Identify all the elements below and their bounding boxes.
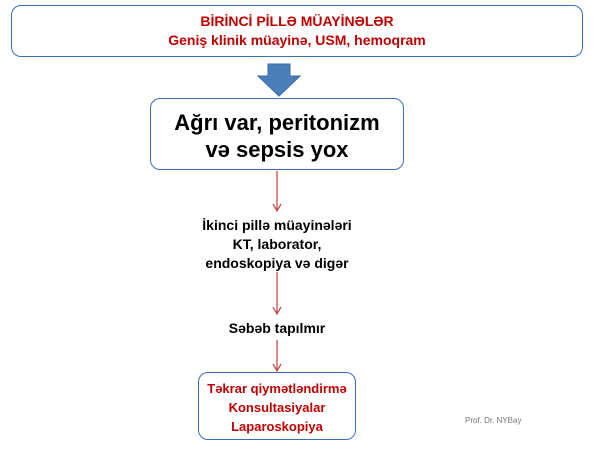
condition-box: [150, 98, 404, 170]
condition-line-2: və sepsis yox: [205, 137, 349, 162]
second-stage-line-3: endoskopiya və digər: [205, 255, 349, 271]
cause-not-found-text: [150, 319, 404, 338]
cause-not-found-label: Səbəb tapılmır: [228, 320, 326, 336]
next-steps-box: [198, 372, 356, 440]
second-stage-title: İkinci pillə müayinələri: [202, 217, 352, 233]
next-step-laparoscopy: Laparoskopiya: [231, 419, 323, 434]
first-stage-box: [11, 5, 583, 57]
second-stage-line-2: KT, laborator,: [232, 236, 322, 252]
first-stage-detail: Geniş klinik müayinə, USM, hemoqram: [168, 32, 426, 48]
next-step-reassessment: Təkrar qiymətləndirmə: [207, 381, 347, 396]
first-stage-title: BİRİNCİ PİLLƏ MÜAYİNƏLƏR: [200, 13, 394, 29]
author-credit: Prof. Dr. NYBay: [465, 416, 522, 425]
condition-line-1: Ağrı var, peritonizm: [174, 110, 380, 135]
second-stage-text: [150, 216, 404, 273]
block-down-arrow: [258, 64, 300, 96]
next-step-consultations: Konsultasiyalar: [228, 400, 326, 415]
